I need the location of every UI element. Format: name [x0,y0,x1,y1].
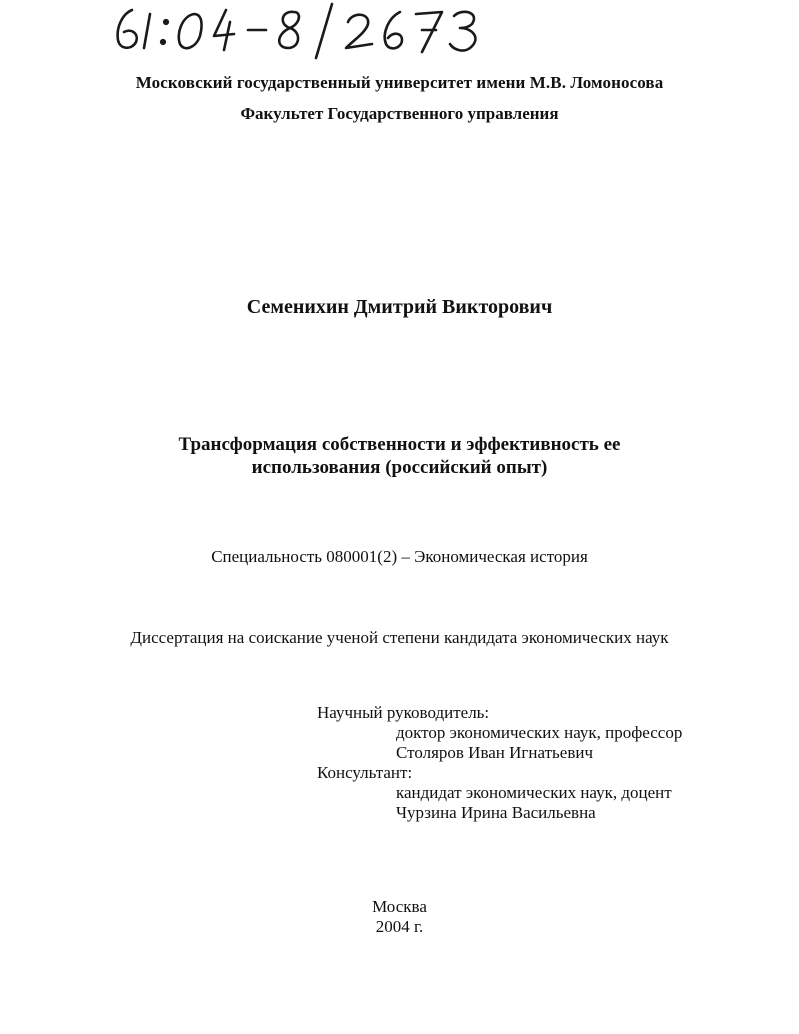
title-line-1: Трансформация собственности и эффективность ее [178,434,621,455]
specialty: Специальность 080001(2) – Экономическая история [211,547,588,566]
city: Москва [372,897,427,916]
dissertation-title [0,433,799,479]
author-name: Семенихин Дмитрий Викторович [246,296,553,318]
consultant-name: Чурзина Ирина Васильевна [396,803,596,822]
title-line-2: использования (российский опыт) [251,457,548,478]
handwritten-archive-mark-drawing [110,0,510,62]
handwritten-archive-mark [110,0,510,62]
supervisor-degree: доктор экономических наук, профессор [396,723,683,742]
year: 2004 г. [375,917,424,936]
supervisor-label: Научный руководитель: [317,703,490,722]
university-name: Московский государственный университет имени М.В. Ломоносова [135,73,664,92]
dissertation-degree: Диссертация на соискание ученой степени кандидата экономических наук [130,628,669,647]
faculty-name: Факультет Государственного управления [240,104,559,123]
consultant-label: Консультант: [317,763,413,782]
consultant-degree: кандидат экономических наук, доцент [396,783,672,802]
supervisor-name: Столяров Иван Игнатьевич [396,743,594,762]
